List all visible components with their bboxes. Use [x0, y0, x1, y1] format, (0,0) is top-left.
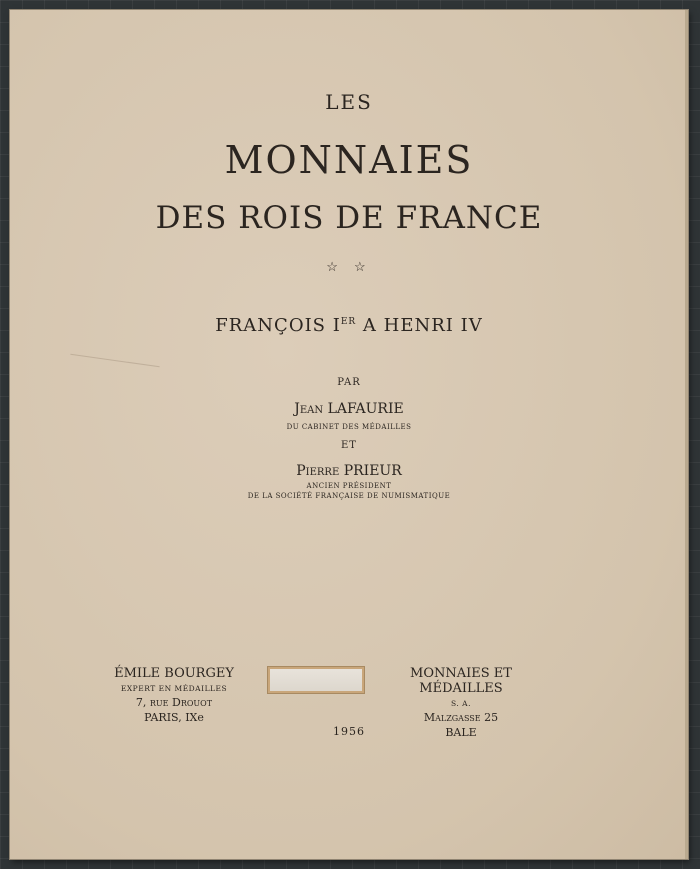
publisher-bourgey	[100, 666, 248, 726]
period-subtitle	[10, 315, 688, 336]
author-lafaurie: Jean LAFAURIE	[294, 401, 404, 417]
publisher-monnaies-role: S. A.	[451, 699, 471, 708]
author-lafaurie-role: DU CABINET DES MÉDAILLES	[286, 423, 412, 431]
book-cover	[10, 10, 688, 859]
publisher-monnaies-name: MONNAIES ET MÉDAILLES	[410, 666, 512, 696]
title-line-les: LES	[325, 90, 373, 114]
period-superscript: ER	[340, 317, 357, 327]
publisher-bourgey-city: PARIS, IXe	[144, 711, 204, 724]
cover-mark	[70, 354, 159, 368]
author-prieur-role-1: ANCIEN PRÉSIDENT	[306, 482, 392, 490]
publication-year: 1956	[333, 725, 365, 738]
period-end: A HENRI IV	[356, 315, 483, 336]
author-prieur-role-2: DE LA SOCIÉTÉ FRANÇAISE DE NUMISMATIQUE	[247, 492, 451, 500]
by-label: PAR	[337, 377, 361, 388]
publisher-monnaies-city: BALE	[445, 726, 477, 739]
title-line-monnaies: MONNAIES	[224, 138, 474, 182]
pasted-label	[267, 666, 365, 694]
publisher-bourgey-street: 7, rue Drouot	[135, 696, 213, 709]
publisher-bourgey-role: EXPERT EN MÉDAILLES	[120, 684, 228, 693]
and-label: ET	[341, 440, 357, 451]
publisher-bourgey-name: ÉMILE BOURGEY	[114, 666, 234, 681]
author-prieur: Pierre PRIEUR	[296, 463, 402, 479]
volume-stars: ☆ ☆	[326, 260, 372, 275]
title-line-rois: DES ROIS DE FRANCE	[155, 200, 543, 236]
publisher-monnaies-street: Malzgasse 25	[423, 711, 499, 724]
period-start: FRANÇOIS I	[215, 315, 341, 336]
